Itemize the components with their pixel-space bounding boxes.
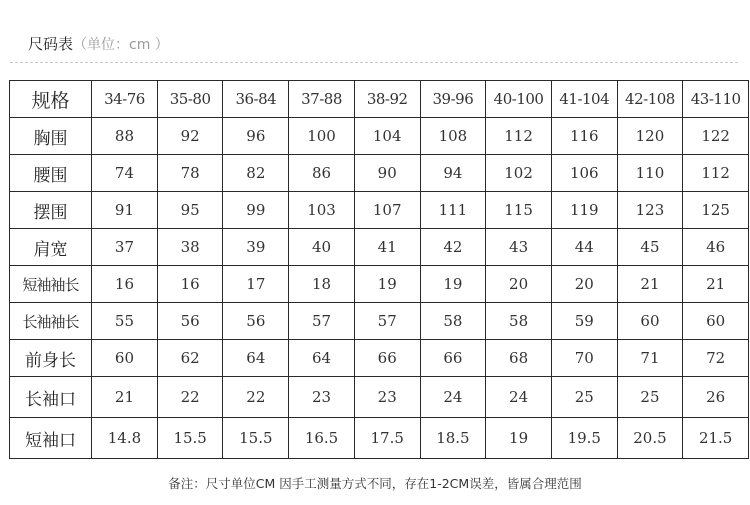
table-cell: 41: [354, 229, 420, 266]
table-cell: 19: [354, 266, 420, 303]
table-row: [10, 192, 749, 229]
table-cell: 21: [92, 377, 158, 418]
table-cell: 90: [354, 155, 420, 192]
table-cell: 16: [157, 266, 223, 303]
table-cell: 16.5: [289, 418, 355, 459]
row-label: 肩宽: [10, 229, 92, 266]
table-cell: 20: [486, 266, 552, 303]
row-label: 短袖口: [10, 418, 92, 459]
table-cell: 115: [486, 192, 552, 229]
table-cell: 123: [617, 192, 683, 229]
table-cell: 21: [683, 266, 749, 303]
header-cell: 41-104: [551, 81, 617, 118]
table-cell: 59: [551, 303, 617, 340]
size-table: [9, 80, 749, 459]
table-cell: 57: [289, 303, 355, 340]
table-cell: 103: [289, 192, 355, 229]
table-cell: 62: [157, 340, 223, 377]
table-cell: 37: [92, 229, 158, 266]
table-cell: 95: [157, 192, 223, 229]
table-header-row: [10, 81, 749, 118]
row-label: 摆围: [10, 192, 92, 229]
table-cell: 58: [486, 303, 552, 340]
table-cell: 18: [289, 266, 355, 303]
measurement-note: 备注：尺寸单位CM 因手工测量方式不同，存在1-2CM误差，皆属合理范围: [168, 476, 582, 491]
row-label: 腰围: [10, 155, 92, 192]
row-label: 短袖袖长: [10, 266, 92, 303]
table-cell: 55: [92, 303, 158, 340]
table-cell: 56: [223, 303, 289, 340]
table-cell: 58: [420, 303, 486, 340]
table-cell: 21.5: [683, 418, 749, 459]
table-cell: 22: [223, 377, 289, 418]
table-row: [10, 340, 749, 377]
table-cell: 26: [683, 377, 749, 418]
table-cell: 86: [289, 155, 355, 192]
table-cell: 112: [683, 155, 749, 192]
header-cell: 40-100: [486, 81, 552, 118]
row-label: 长袖口: [10, 377, 92, 418]
table-cell: 91: [92, 192, 158, 229]
table-cell: 25: [551, 377, 617, 418]
table-cell: 24: [486, 377, 552, 418]
table-cell: 108: [420, 118, 486, 155]
table-cell: 25: [617, 377, 683, 418]
table-cell: 21: [617, 266, 683, 303]
table-row: [10, 118, 749, 155]
heading-divider: [10, 62, 738, 63]
table-cell: 107: [354, 192, 420, 229]
table-row: [10, 303, 749, 340]
header-cell: 38-92: [354, 81, 420, 118]
table-cell: 15.5: [157, 418, 223, 459]
table-cell: 64: [289, 340, 355, 377]
table-cell: 99: [223, 192, 289, 229]
table-cell: 16: [92, 266, 158, 303]
table-cell: 44: [551, 229, 617, 266]
table-cell: 14.8: [92, 418, 158, 459]
table-cell: 40: [289, 229, 355, 266]
table-cell: 64: [223, 340, 289, 377]
row-label: 长袖袖长: [10, 303, 92, 340]
table-cell: 70: [551, 340, 617, 377]
table-cell: 96: [223, 118, 289, 155]
table-cell: 22: [157, 377, 223, 418]
table-cell: 125: [683, 192, 749, 229]
table-cell: 66: [420, 340, 486, 377]
table-cell: 18.5: [420, 418, 486, 459]
table-cell: 104: [354, 118, 420, 155]
table-cell: 102: [486, 155, 552, 192]
table-cell: 60: [617, 303, 683, 340]
table-cell: 112: [486, 118, 552, 155]
table-cell: 88: [92, 118, 158, 155]
header-cell: 39-96: [420, 81, 486, 118]
table-cell: 110: [617, 155, 683, 192]
header-cell: 42-108: [617, 81, 683, 118]
table-cell: 92: [157, 118, 223, 155]
table-row: [10, 418, 749, 459]
table-cell: 116: [551, 118, 617, 155]
row-label: 前身长: [10, 340, 92, 377]
table-cell: 94: [420, 155, 486, 192]
table-cell: 68: [486, 340, 552, 377]
table-cell: 72: [683, 340, 749, 377]
table-cell: 71: [617, 340, 683, 377]
table-cell: 17.5: [354, 418, 420, 459]
table-cell: 20: [551, 266, 617, 303]
table-cell: 82: [223, 155, 289, 192]
table-cell: 46: [683, 229, 749, 266]
header-cell: 规格: [10, 81, 92, 118]
table-row: [10, 155, 749, 192]
table-cell: 106: [551, 155, 617, 192]
table-cell: 19.5: [551, 418, 617, 459]
table-cell: 119: [551, 192, 617, 229]
table-cell: 78: [157, 155, 223, 192]
table-cell: 23: [289, 377, 355, 418]
unit-label: （单位：cm ）: [73, 37, 169, 53]
size-chart-heading: [28, 33, 169, 54]
table-cell: 74: [92, 155, 158, 192]
table-cell: 20.5: [617, 418, 683, 459]
table-cell: 100: [289, 118, 355, 155]
table-cell: 19: [486, 418, 552, 459]
table-cell: 45: [617, 229, 683, 266]
header-cell: 35-80: [157, 81, 223, 118]
table-cell: 60: [92, 340, 158, 377]
table-cell: 17: [223, 266, 289, 303]
table-cell: 60: [683, 303, 749, 340]
table-cell: 19: [420, 266, 486, 303]
header-cell: 36-84: [223, 81, 289, 118]
table-cell: 122: [683, 118, 749, 155]
table-cell: 15.5: [223, 418, 289, 459]
size-chart-title: 尺码表: [28, 35, 74, 53]
table-row: [10, 266, 749, 303]
table-cell: 57: [354, 303, 420, 340]
table-cell: 56: [157, 303, 223, 340]
table-cell: 43: [486, 229, 552, 266]
table-cell: 23: [354, 377, 420, 418]
table-cell: 111: [420, 192, 486, 229]
table-cell: 120: [617, 118, 683, 155]
header-cell: 34-76: [92, 81, 158, 118]
header-cell: 37-88: [289, 81, 355, 118]
table-row: [10, 377, 749, 418]
row-label: 胸围: [10, 118, 92, 155]
table-cell: 24: [420, 377, 486, 418]
header-cell: 43-110: [683, 81, 749, 118]
table-cell: 66: [354, 340, 420, 377]
table-cell: 38: [157, 229, 223, 266]
table-row: [10, 229, 749, 266]
table-cell: 39: [223, 229, 289, 266]
table-cell: 42: [420, 229, 486, 266]
